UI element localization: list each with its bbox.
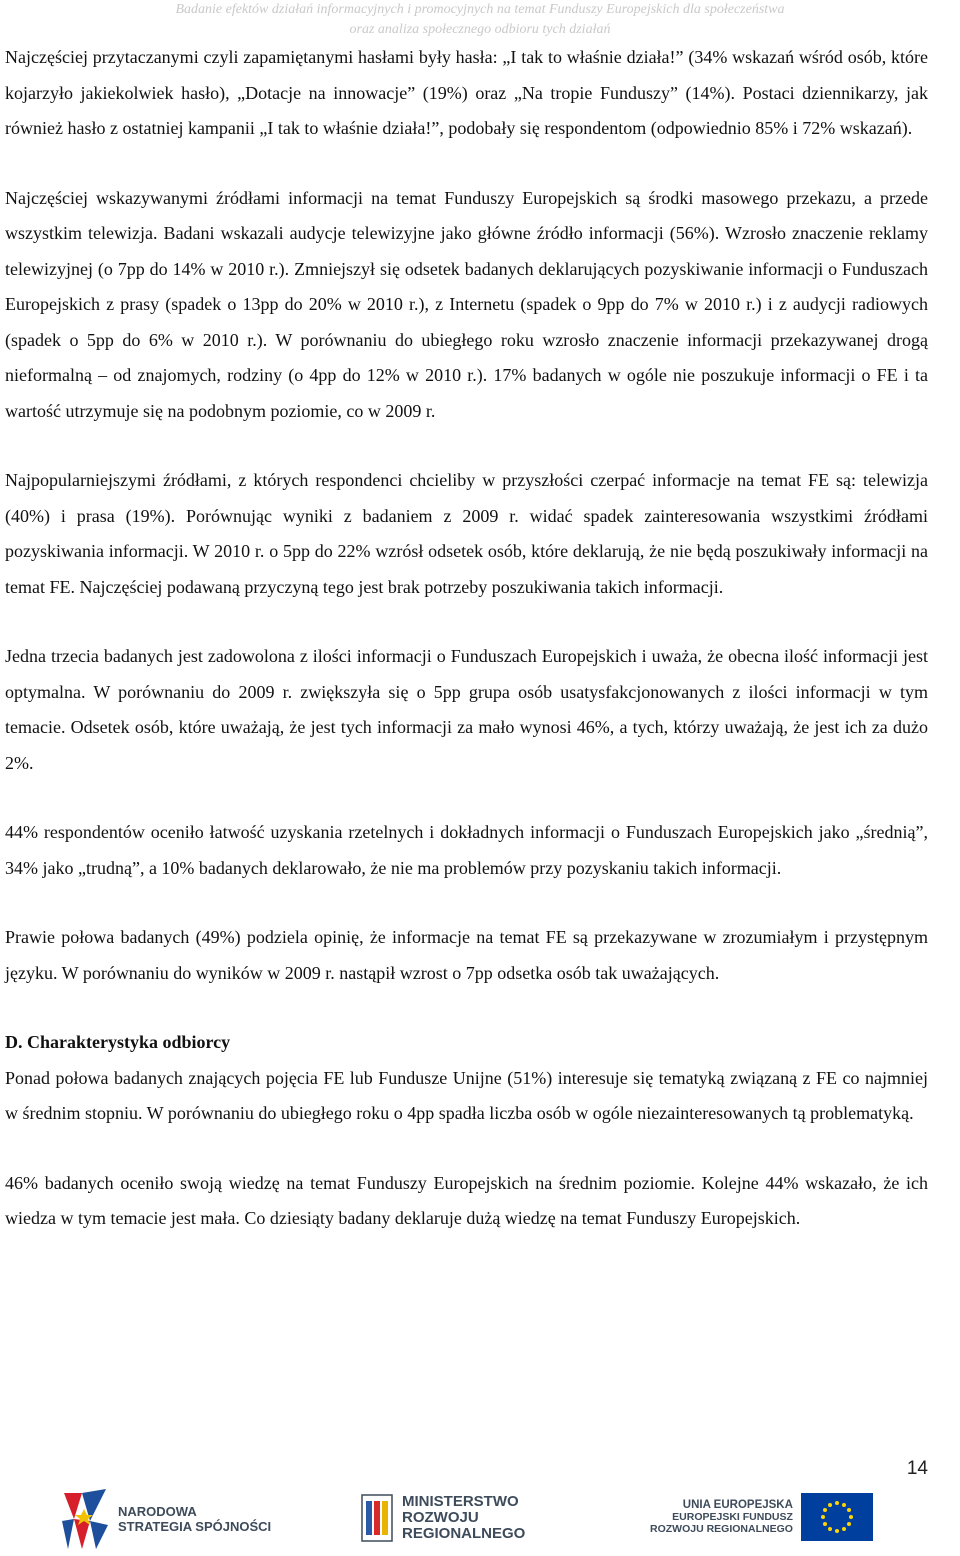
page-number: 14 (906, 1458, 928, 1479)
eu-flag-icon (801, 1493, 873, 1541)
eu-logo-line-1: UNIA EUROPEJSKA (682, 1499, 793, 1511)
mrr-logo-line-2: ROZWOJU (402, 1509, 479, 1526)
eu-logo (650, 1493, 873, 1541)
running-header (0, 0, 960, 40)
nss-logo-line-1: NARODOWA (118, 1504, 197, 1519)
document-body (5, 40, 928, 1237)
mrr-emblem-icon (360, 1493, 394, 1543)
eu-logo-line-2: EUROPEJSKI FUNDUSZ (672, 1511, 793, 1523)
header-line-1: Badanie efektów działań informacyjnych i promocyjnych na temat Funduszy Europejskich dla społeczeństwa (175, 2, 785, 17)
mrr-logo (360, 1493, 525, 1543)
mrr-logo-line-1: MINISTERSTWO (402, 1493, 519, 1510)
footer-logos (0, 1485, 960, 1555)
paragraph-knowledge: 46% badanych oceniło swoją wiedzę na temat Funduszy Europejskich na średnim poziomie. Kolejne 44% wskazało, że ich wiedza w tym temacie jest mała. Co dziesiąty badany deklaruje dużą wiedzę na temat Funduszy Europejskich. (5, 1172, 928, 1228)
paragraph-info-ease: 44% respondentów oceniło łatwość uzyskania rzetelnych i dokładnych informacji o Funduszach Europejskich jako „średnią”, 34% jako „trudną”, a 10% badanych deklarowało, że nie ma problemów przy pozyskaniu takich informacji. (5, 822, 928, 878)
section-heading: D. Charakterystyka odbiorcy (5, 1032, 231, 1052)
paragraph-slogans: Najczęściej przytaczanymi czyli zapamiętanymi hasłami były hasła: „I tak to właśnie działa!” (34% wskazań wśród osób, które kojarzyło jakiekolwiek hasło), „Dotacje na innowacje” (19%) oraz „Na tropie Funduszy” (14%). Postaci dziennikarzy, jak również hasło z ostatniej kampanii „I tak to właśnie działa!”, podobały się respondentom (odpowiednio 85% i 72% wskazań). (5, 47, 928, 138)
paragraph-info-amount: Jedna trzecia badanych jest zadowolona z ilości informacji o Funduszach Europejskich i uważa, że obecna ilość informacji jest optymalna. W porównaniu do 2009 r. zwiększyła się o 5pp grupa osób usatysfakcjonowanych z ilości informacji w tym temacie. Odsetek osób, które uważają, że jest tych informacji za mało wynosi 46%, a tych, którzy uważają, że jest ich za dużo 2%. (5, 646, 928, 773)
nss-emblem-icon (60, 1487, 110, 1551)
paragraph-info-sources: Najczęściej wskazywanymi źródłami informacji na temat Funduszy Europejskich są środki masowego przekazu, a przede wszystkim telewizja. Badani wskazali audycje telewizyjne jako główne źródło informacji (56%). Wzrosło znaczenie reklamy telewizyjnej (o 7pp do 14% w 2010 r.). Zmniejszył się odsetek badanych deklarujących pozyskiwanie informacji o Funduszach Europejskich z prasy (spadek o 13pp do 20% w 2010 r.), z Internetu (spadek o 9pp do 7% w 2010 r.) i z audycji radiowych (spadek o 5pp do 6% w 2010 r.). W porównaniu do ubiegłego roku wzrosło znaczenie informacji przekazywanej drogą nieformalną – od znajomych, rodziny (o 4pp do 12% w 2010 r.). 17% badanych w ogóle nie poszukuje informacji o FE i ta wartość utrzymuje się na podobnym poziomie, co w 2009 r. (5, 187, 928, 421)
paragraph-future-sources: Najpopularniejszymi źródłami, z których respondenci chcieliby w przyszłości czerpać informacje na temat FE są: telewizja (40%) i prasa (19%). Porównując wyniki z badaniem z 2009 r. widać spadek zainteresowania wszystkimi źródłami pozyskiwania informacji. W 2010 r. o 5pp do 22% wzrósł odsetek osób, które deklarują, że nie będą poszukiwały informacji na temat FE. Najczęściej podawaną przyczyną tego jest brak potrzeby poszukiwania takich informacji. (5, 470, 928, 597)
eu-logo-line-3: ROZWOJU REGIONALNEGO (650, 1523, 793, 1535)
paragraph-interest: Ponad połowa badanych znających pojęcia FE lub Fundusze Unijne (51%) interesuje się tematyką związaną z FE co najmniej w średnim stopniu. W porównaniu do ubiegłego roku o 4pp spadła liczba osób w ogóle niezainteresowanych tą problematyką. (5, 1067, 928, 1123)
mrr-logo-line-3: REGIONALNEGO (402, 1525, 526, 1542)
paragraph-language: Prawie połowa badanych (49%) podziela opinię, że informacje na temat FE są przekazywane w zrozumiałym i przystępnym języku. W porównaniu do wyników w 2009 r. nastąpił wzrost o 7pp odsetka osób tak uważających. (5, 927, 928, 983)
nss-logo (60, 1487, 271, 1551)
header-line-2: oraz analiza społecznego odbioru tych działań (349, 22, 611, 37)
nss-logo-line-2: STRATEGIA SPÓJNOŚCI (118, 1519, 272, 1534)
